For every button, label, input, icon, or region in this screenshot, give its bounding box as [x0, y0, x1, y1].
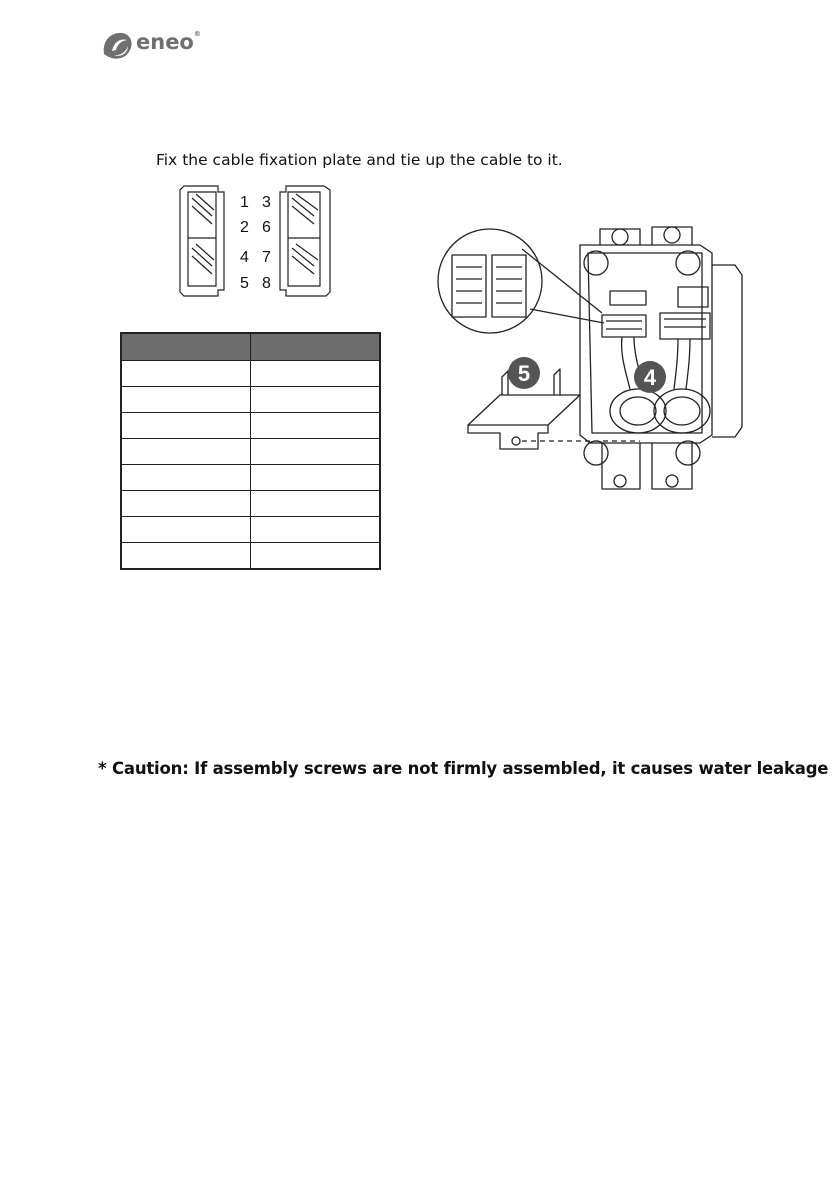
table-row — [121, 439, 380, 465]
brand-name: eneo — [136, 30, 194, 54]
step-badge-cable — [634, 361, 666, 393]
brand-wordmark — [136, 30, 201, 54]
instruction-text: Fix the cable fixation plate and tie up the cable to it. — [156, 151, 563, 169]
pin-assignment-table — [120, 332, 381, 570]
table-cell — [251, 387, 381, 413]
pin-label: 2 — [240, 219, 249, 236]
pin-label: 5 — [240, 275, 249, 292]
terminal-pinout-diagram — [178, 182, 334, 300]
table-cell — [121, 465, 251, 491]
table-cell — [121, 517, 251, 543]
registered-mark: ® — [193, 30, 201, 38]
table-cell — [251, 491, 381, 517]
table-cell — [251, 543, 381, 570]
table-row — [121, 465, 380, 491]
table-header-cell — [251, 333, 381, 361]
pin-label: 6 — [262, 219, 271, 236]
step-badge-plate — [508, 357, 540, 389]
table-header-row — [121, 333, 380, 361]
pin-label: 1 — [240, 194, 249, 211]
cable-fixation-plate — [468, 395, 580, 425]
table-cell — [121, 543, 251, 570]
table-row — [121, 387, 380, 413]
table-cell — [251, 413, 381, 439]
table-row — [121, 543, 380, 570]
eneo-logo-icon — [104, 33, 132, 59]
pin-label: 4 — [240, 249, 249, 266]
table-cell — [251, 465, 381, 491]
table-cell — [251, 517, 381, 543]
table-cell — [121, 387, 251, 413]
pin-label: 3 — [262, 194, 271, 211]
step-number-plate: 5 — [517, 361, 531, 386]
table-cell — [121, 361, 251, 387]
pin-label: 8 — [262, 275, 271, 292]
table-row — [121, 361, 380, 387]
table-cell — [121, 491, 251, 517]
table-cell — [251, 439, 381, 465]
table-row — [121, 413, 380, 439]
pin-label: 7 — [262, 249, 271, 266]
table-row — [121, 517, 380, 543]
table-cell — [121, 439, 251, 465]
table-header-cell — [121, 333, 251, 361]
caution-note: * Caution: If assembly screws are not firmly assembled, it causes water leakage — [98, 759, 829, 778]
junction-box-illustration — [430, 205, 755, 500]
table-row — [121, 491, 380, 517]
table-cell — [121, 413, 251, 439]
table-cell — [251, 361, 381, 387]
step-number-cable: 4 — [643, 365, 657, 390]
